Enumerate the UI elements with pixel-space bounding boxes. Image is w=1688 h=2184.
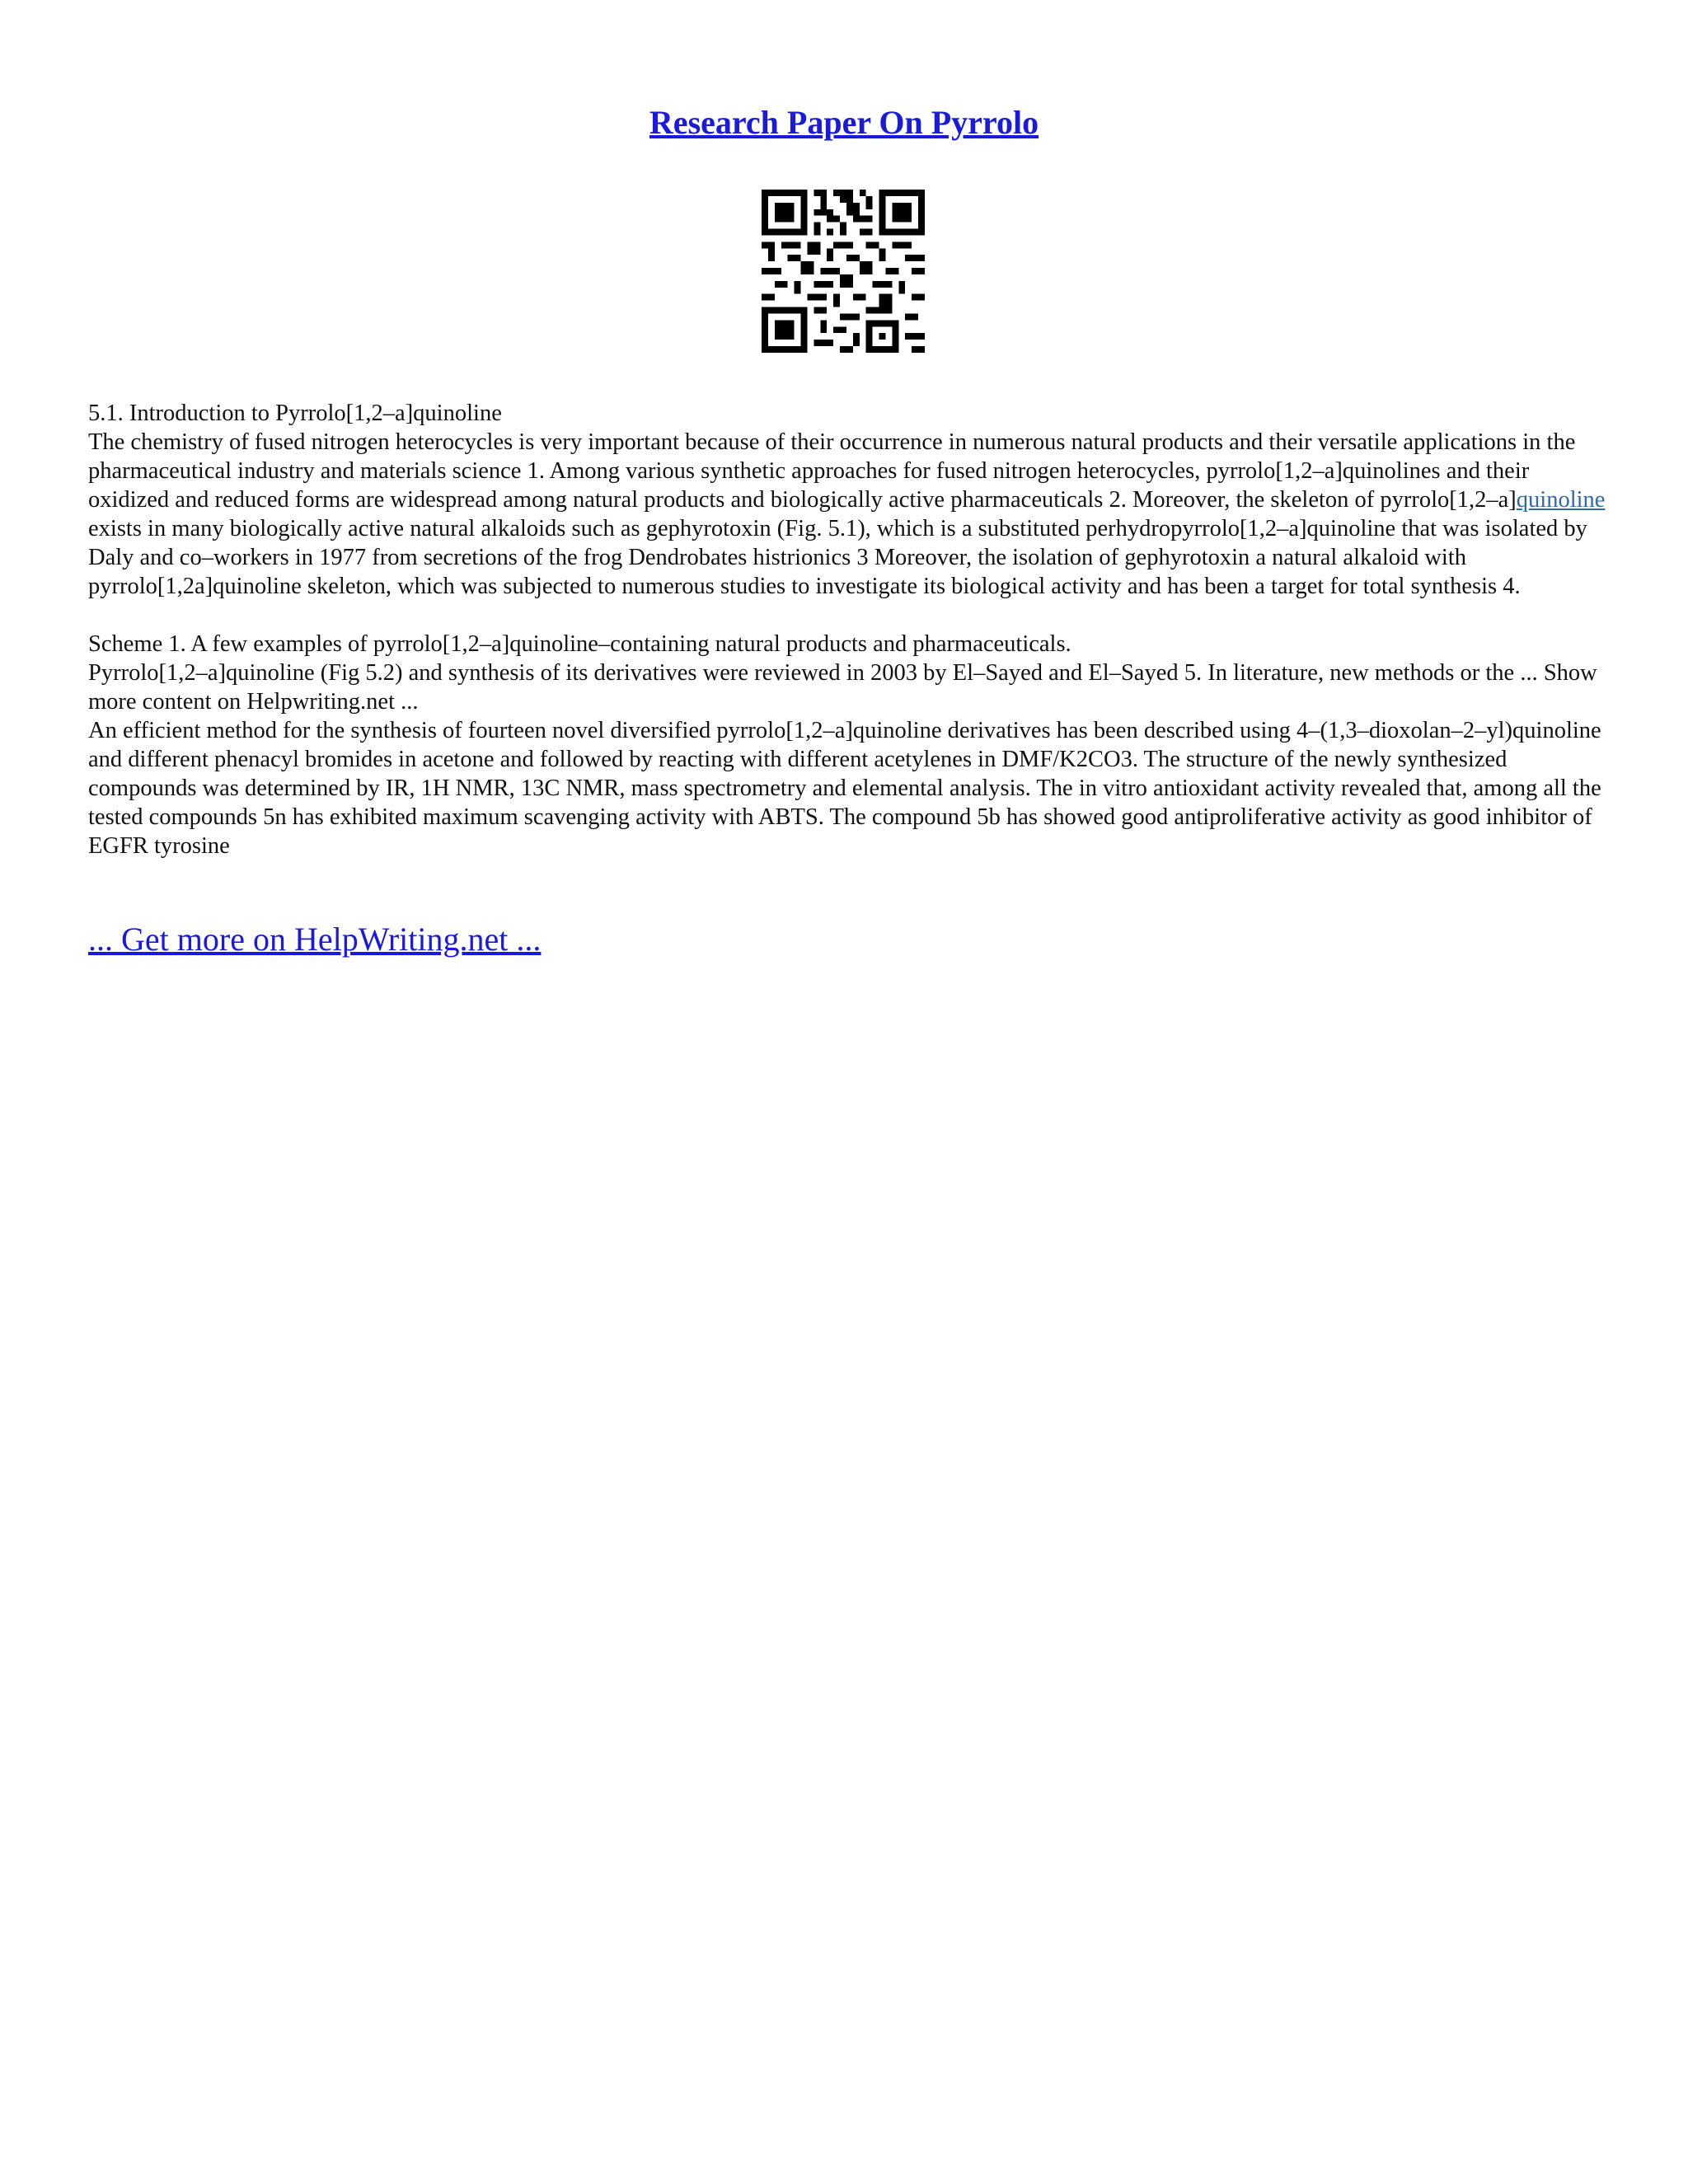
paragraph-gap	[88, 601, 1613, 630]
synthesis-paragraph: An efficient method for the synthesis of fourteen novel diversified pyrrolo[1,2–a]quinoline derivatives has been described using 4–(1,3–dioxolan–2–yl)quinoline and different phenacyl bromides in acetone and followed by reacting with different acetylenes in DMF/K2CO3. The structure of the newly synthesized compounds was determined by IR, 1H NMR, 13C NMR, mass spectrometry and elemental analysis. The in vitro antioxidant activity revealed that, among all the tested compounds 5n has exhibited maximum scavenging activity with ABTS. The compound 5b has showed good antiproliferative activity as good inhibitor of EGFR tyrosine	[88, 718, 1601, 859]
intro-text-start: The chemistry of fused nitrogen heterocycles is very important because of their occurrence in numerous natural products and their versatile applications in the pharmaceutical industry and materials science 1. Among various synthetic approaches for fused nitrogen heterocycles, pyrrolo[1,2–a]quinolines and their oxidized and reduced forms are widespread among natural products and biologically active pharmaceuticals 2. Moreover, the skeleton of pyrrolo[1,2–a]	[88, 429, 1576, 513]
page-title	[0, 99, 1688, 147]
quinoline-link[interactable]: quinoline	[1516, 487, 1606, 513]
article-body	[88, 399, 1613, 860]
intro-paragraph	[88, 428, 1613, 601]
title-link[interactable]: Research Paper On Pyrrolo	[649, 104, 1039, 141]
qr-code-icon	[762, 190, 925, 353]
scheme-caption: Scheme 1. A few examples of pyrrolo[1,2–a]quinoline–containing natural products and pharmaceuticals.	[88, 631, 1071, 657]
intro-text-end: exists in many biologically active natural alkaloids such as gephyrotoxin (Fig. 5.1), which is a substituted perhydropyrrolo[1,2–a]quinoline that was isolated by Daly and co–workers in 1977 from secretions of the frog Dendrobates histrionics 3 Moreover, the isolation of gephyrotoxin a natural alkaloid with pyrrolo[1,2a]quinoline skeleton, which was subjected to numerous studies to investigate its biological activity and has been a target for total synthesis 4.	[88, 516, 1587, 599]
review-paragraph: Pyrrolo[1,2–a]quinoline (Fig 5.2) and synthesis of its derivatives were reviewed in 2003 by El–Sayed and El–Sayed 5. In literature, new methods or the ... Show more content on Helpwriting.net ...	[88, 660, 1597, 715]
get-more-link[interactable]: ... Get more on HelpWriting.net ...	[88, 921, 542, 958]
section-heading: 5.1. Introduction to Pyrrolo[1,2–a]quinoline	[88, 401, 502, 426]
